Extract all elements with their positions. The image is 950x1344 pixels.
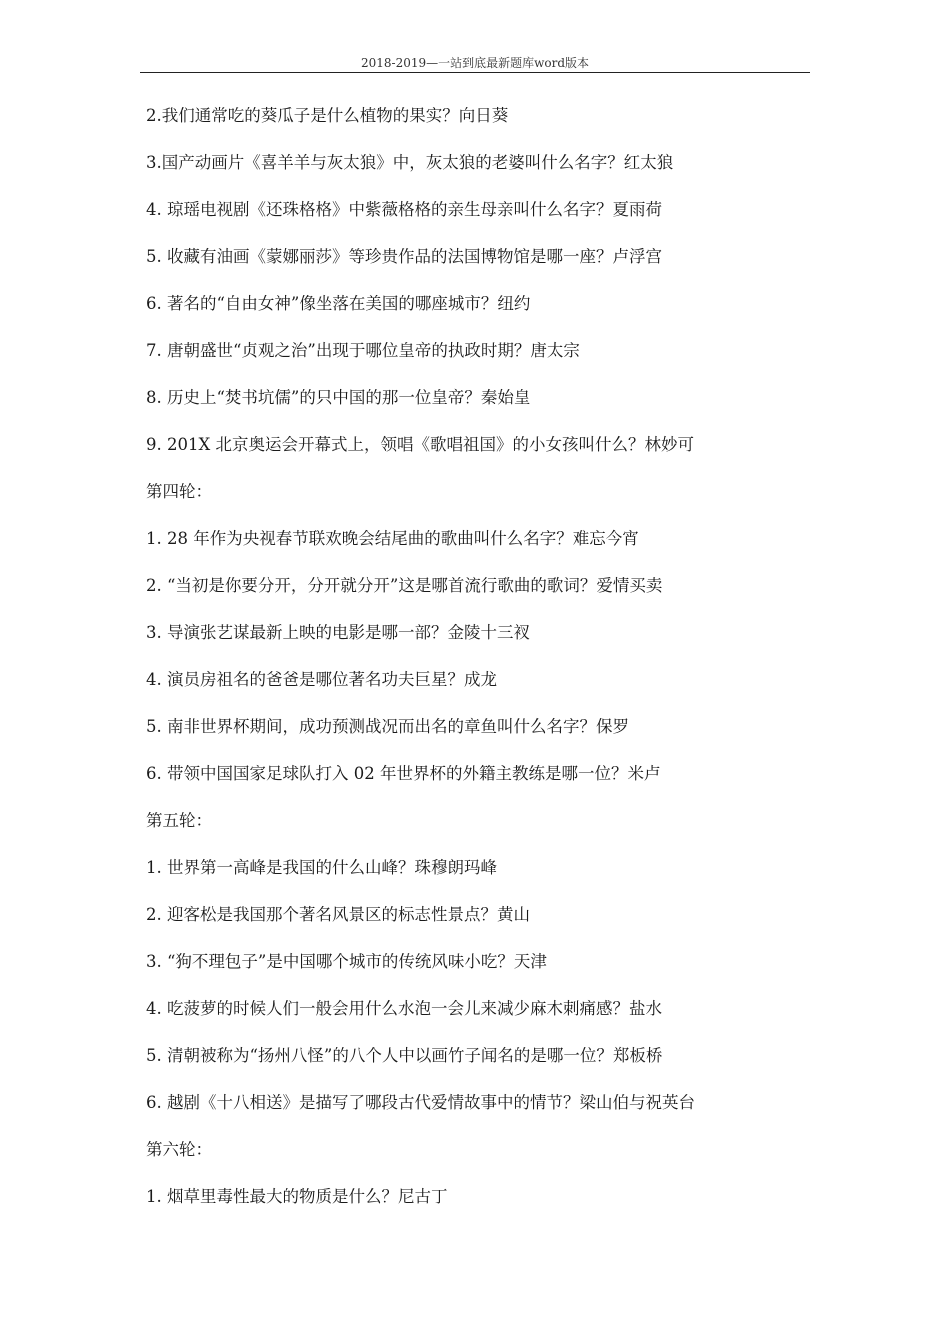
page-header: 2018-2019—一站到底最新题库word版本 bbox=[360, 56, 590, 70]
quiz-line: 3.国产动画片《喜羊羊与灰太狼》中，灰太狼的老婆叫什么名字？红太狼 bbox=[146, 153, 674, 172]
quiz-line: 3. 导演张艺谋最新上映的电影是哪一部？金陵十三衩 bbox=[146, 623, 530, 642]
quiz-line: 5. 收藏有油画《蒙娜丽莎》等珍贵作品的法国博物馆是哪一座？卢浮宫 bbox=[146, 247, 662, 266]
quiz-line: 4. 吃菠萝的时候人们一般会用什么水泡一会儿来减少麻木刺痛感？盐水 bbox=[146, 999, 662, 1018]
quiz-line: 7. 唐朝盛世“贞观之治”出现于哪位皇帝的执政时期？唐太宗 bbox=[146, 341, 580, 360]
document-body bbox=[146, 92, 810, 1220]
round-heading: 第四轮： bbox=[146, 482, 212, 501]
round-heading: 第六轮： bbox=[146, 1140, 212, 1159]
quiz-line: 6. 带领中国国家足球队打入 02 年世界杯的外籍主教练是哪一位？米卢 bbox=[146, 764, 661, 783]
header-rule bbox=[140, 72, 810, 73]
quiz-line: 6. 著名的“自由女神”像坐落在美国的哪座城市？纽约 bbox=[146, 294, 531, 313]
quiz-line: 1. 世界第一高峰是我国的什么山峰？珠穆朗玛峰 bbox=[146, 858, 497, 877]
quiz-line: 4. 琼瑶电视剧《还珠格格》中紫薇格格的亲生母亲叫什么名字？夏雨荷 bbox=[146, 200, 662, 219]
quiz-line: 8. 历史上“焚书坑儒”的只中国的那一位皇帝？秦始皇 bbox=[146, 388, 531, 407]
quiz-line: 4. 演员房祖名的爸爸是哪位著名功夫巨星？成龙 bbox=[146, 670, 497, 689]
quiz-line: 5. 南非世界杯期间，成功预测战况而出名的章鱼叫什么名字？保罗 bbox=[146, 717, 629, 736]
quiz-line: 5. 清朝被称为“扬州八怪”的八个人中以画竹子闻名的是哪一位？郑板桥 bbox=[146, 1046, 663, 1065]
quiz-line: 3. “狗不理包子”是中国哪个城市的传统风味小吃？天津 bbox=[146, 952, 547, 971]
quiz-line: 6. 越剧《十八相送》是描写了哪段古代爱情故事中的情节？梁山伯与祝英台 bbox=[146, 1093, 695, 1112]
quiz-line: 2. “当初是你要分开，分开就分开”这是哪首流行歌曲的歌词？爱情买卖 bbox=[146, 576, 663, 595]
round-heading: 第五轮： bbox=[146, 811, 212, 830]
quiz-line: 1. 28 年作为央视春节联欢晚会结尾曲的歌曲叫什么名字？难忘今宵 bbox=[146, 529, 639, 548]
quiz-line: 1. 烟草里毒性最大的物质是什么？尼古丁 bbox=[146, 1187, 448, 1206]
quiz-line: 2.我们通常吃的葵瓜子是什么植物的果实？向日葵 bbox=[146, 106, 509, 125]
quiz-line: 9. 201X 北京奥运会开幕式上，领唱《歌唱祖国》的小女孩叫什么？林妙可 bbox=[146, 435, 694, 454]
quiz-line: 2. 迎客松是我国那个著名风景区的标志性景点？黄山 bbox=[146, 905, 530, 924]
